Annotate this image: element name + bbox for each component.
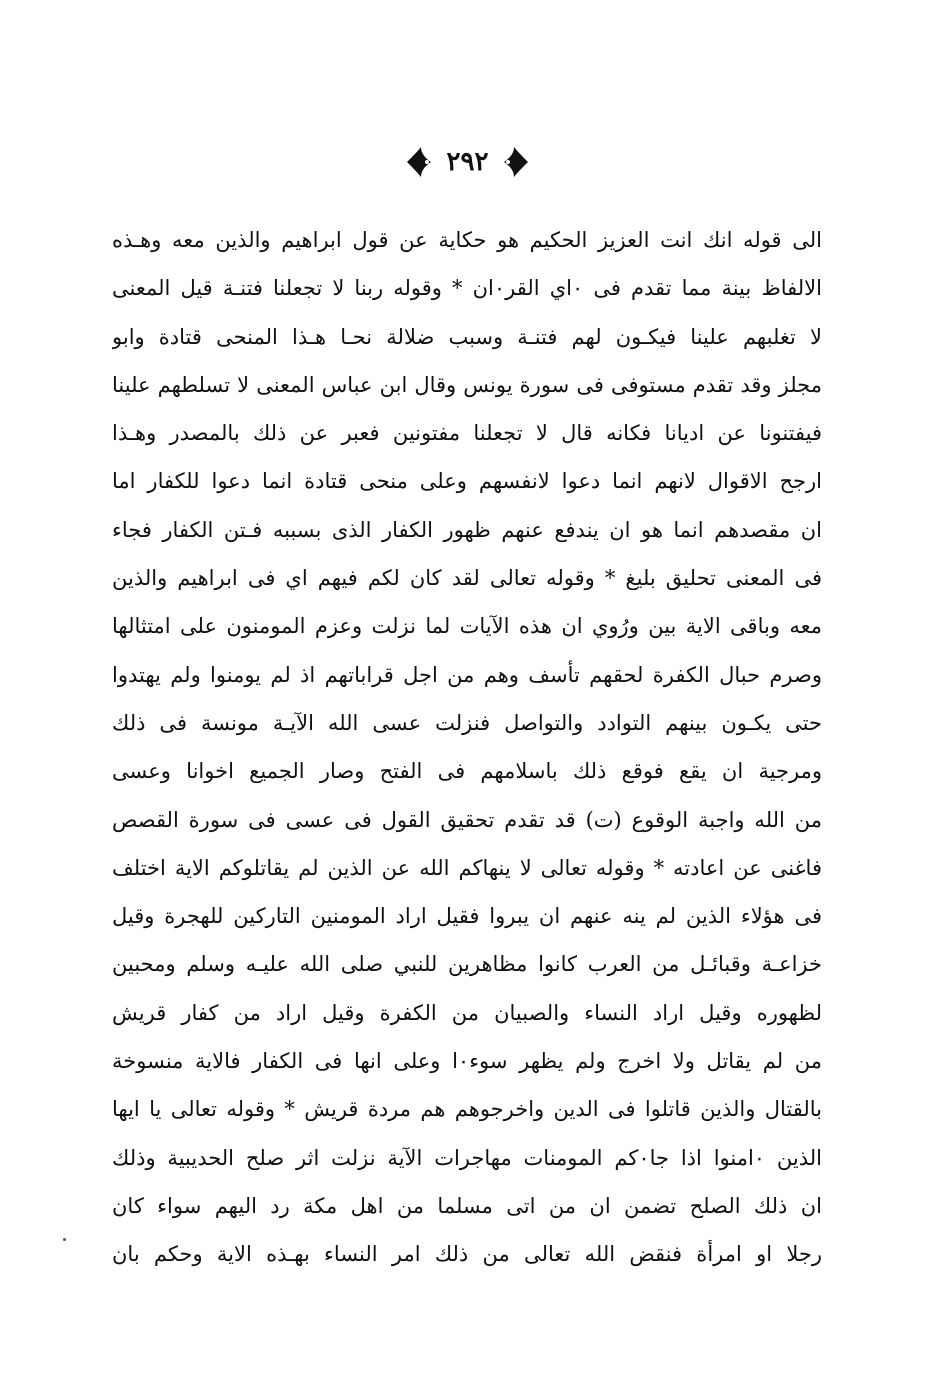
text-line: رجلا او امرأة فنقض الله تعالى من ذلك امر النساء بهـذه الاية وحكم بان <box>112 1242 822 1267</box>
text-line: فى هؤلاء الذين لم ينه عنهم ان يبروا فقيل اراد المومنين التاركين للهجرة وقيل <box>112 904 822 929</box>
page-header <box>0 140 935 184</box>
text-line: خزاعـة وقبائـل من العرب كانوا مظاهرين للنبي صلى الله عليـه وسلم ومحبين <box>112 952 822 977</box>
text-line: مجلز وقد تقدم مستوفى فى سورة يونس وقال ابن عباس المعنى لا تسلطهم علينا <box>112 372 822 397</box>
text-line: ان مقصدهم انما هو ان يندفع عنهم ظهور الكفار الذى بسببه فـتن الكفار فجاء <box>112 517 822 542</box>
text-line: فيفتنونا عن اديانا فكانه قال لا تجعلنا مفتونين فعبر عن ذلك بالمصدر وهـذا <box>112 421 822 446</box>
text-line: معه وباقى الاية بين ورُوي ان هذه الآيات لما نزلت وعزم المومنون على امتثالها <box>112 614 822 639</box>
main-text <box>112 216 822 1279</box>
text-line: الالفاظ بينة مما تقدم فى ٠اي القر٠ان * وقوله ربنا لا تجعلنا فتنـة قيل المعنى <box>112 276 822 301</box>
right-ornament-icon <box>502 145 530 179</box>
text-line: بالقتال والذين قاتلوا فى الدين واخرجوهم هم مردة قريش * وقوله تعالى يا ايها <box>112 1097 822 1122</box>
text-line: ارجح الاقوال لانهم انما دعوا لانفسهم وعلى منحى قتادة انما دعوا للكفار اما <box>112 469 822 494</box>
text-line: من لم يقاتل ولا اخرج ولم يظهر سوء٠ا وعلى انها فى الكفار فالاية منسوخة <box>112 1049 822 1074</box>
text-line: من الله واجبة الوقوع (ت) قد تقدم تحقيق القول فى عسى فى سورة القصص <box>112 807 822 832</box>
text-line: لا تغلبهم علينا فيكـون لهم فتنـة وسبب ضلالة نحـا هـذا المنحى قتادة وابو <box>112 324 822 349</box>
text-line: وصرم حبال الكفرة لحقهم تأسف وهم من اجل قراباتهم اذ لم يومنوا ولم يهتدوا <box>112 662 822 687</box>
text-line: ان ذلك الصلح تضمن ان من اتى مسلما من اهل مكة رد اليهم سواء كان <box>112 1193 822 1218</box>
text-line: الى قوله انك انت العزيز الحكيم هو حكاية عن قول ابراهيم والذين معه وهـذه <box>112 228 822 252</box>
left-ornament-icon <box>405 145 433 179</box>
text-line: الذين ٠امنوا اذا جا٠كم المومنات مهاجرات الآية نزلت اثر صلح الحديبية وذلك <box>112 1145 822 1170</box>
text-line: فاغنى عن اعادته * وقوله تعالى لا ينهاكم الله عن الذين لم يقاتلوكم الاية اختلف <box>112 855 822 880</box>
page-number: ٢٩٢ <box>446 147 489 177</box>
text-line: فى المعنى تحليق بليغ * وقوله تعالى لقد كان لكم فيهم اي فى ابراهيم والذين <box>112 566 822 591</box>
margin-speck <box>63 1238 66 1241</box>
text-line: حتى يكـون بينهم التوادد والتواصل فنزلت عسى الله الآيـة مونسة فى ذلك <box>112 710 822 735</box>
text-line: لظهوره وقيل اراد النساء والصبيان من الكفرة وقيل اراد من كفار قريش <box>112 1000 822 1025</box>
text-line: ومرجية ان يقع فوقع ذلك باسلامهم فى الفتح وصار الجميع اخوانا وعسى <box>112 759 822 784</box>
